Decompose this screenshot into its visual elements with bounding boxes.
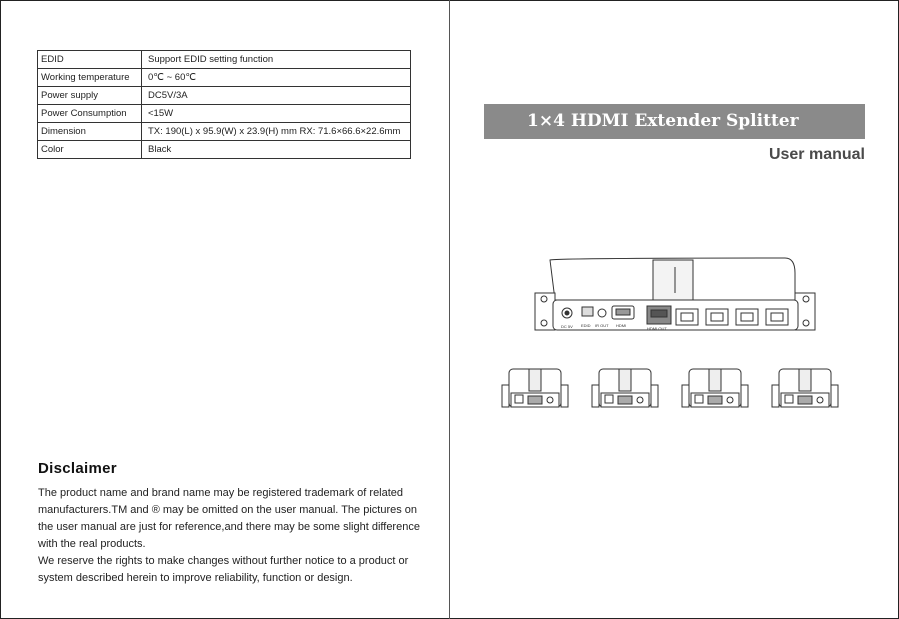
port-label: HDMI OUT — [647, 326, 667, 331]
disclaimer-paragraph: We reserve the rights to make changes without further notice to a product or system described herein to improve reliability, function or design. — [38, 555, 409, 584]
page-fold-line — [449, 0, 450, 619]
port-label: HDMI — [616, 323, 627, 328]
port-label: DC 5V — [561, 324, 573, 329]
table-row — [38, 105, 411, 123]
disclaimer-paragraph: The product name and brand name may be registered trademark of related manufacturers.TM and ® may be omitted on the user manual. The pictures on the user manual are just for reference,and there may be some slight difference with the real products. — [38, 487, 420, 550]
table-row — [38, 51, 411, 69]
receiver-unit — [592, 369, 658, 407]
table-row — [38, 87, 411, 105]
table-row — [38, 69, 411, 87]
spec-label: Power Consumption — [38, 105, 142, 123]
receiver-unit — [682, 369, 748, 407]
spec-value: DC5V/3A — [142, 87, 411, 105]
cover-title-banner: 1×4 HDMI Extender Splitter — [484, 104, 865, 139]
spec-value: Support EDID setting function — [142, 51, 411, 69]
spec-value: 0℃ ~ 60℃ — [142, 69, 411, 87]
transmitter-unit — [535, 258, 815, 330]
receiver-unit — [502, 369, 568, 407]
spec-label: Color — [38, 141, 142, 159]
spec-label: Power supply — [38, 87, 142, 105]
spec-value: TX: 190(L) x 95.9(W) x 23.9(H) mm RX: 71.6×66.6×22.6mm — [142, 123, 411, 141]
receiver-unit — [772, 369, 838, 407]
spec-label: Working temperature — [38, 69, 142, 87]
device-illustration — [495, 255, 865, 420]
spec-label: Dimension — [38, 123, 142, 141]
cover-subtitle: User manual — [768, 146, 865, 163]
disclaimer-heading: Disclaimer — [38, 460, 117, 477]
spec-table — [37, 50, 411, 159]
spec-value: Black — [142, 141, 411, 159]
spec-label: EDID — [38, 51, 142, 69]
table-row — [38, 123, 411, 141]
disclaimer-body — [38, 485, 433, 587]
spec-value: <15W — [142, 105, 411, 123]
port-label: EDID — [581, 323, 591, 328]
table-row — [38, 141, 411, 159]
port-label: IR OUT — [595, 323, 609, 328]
